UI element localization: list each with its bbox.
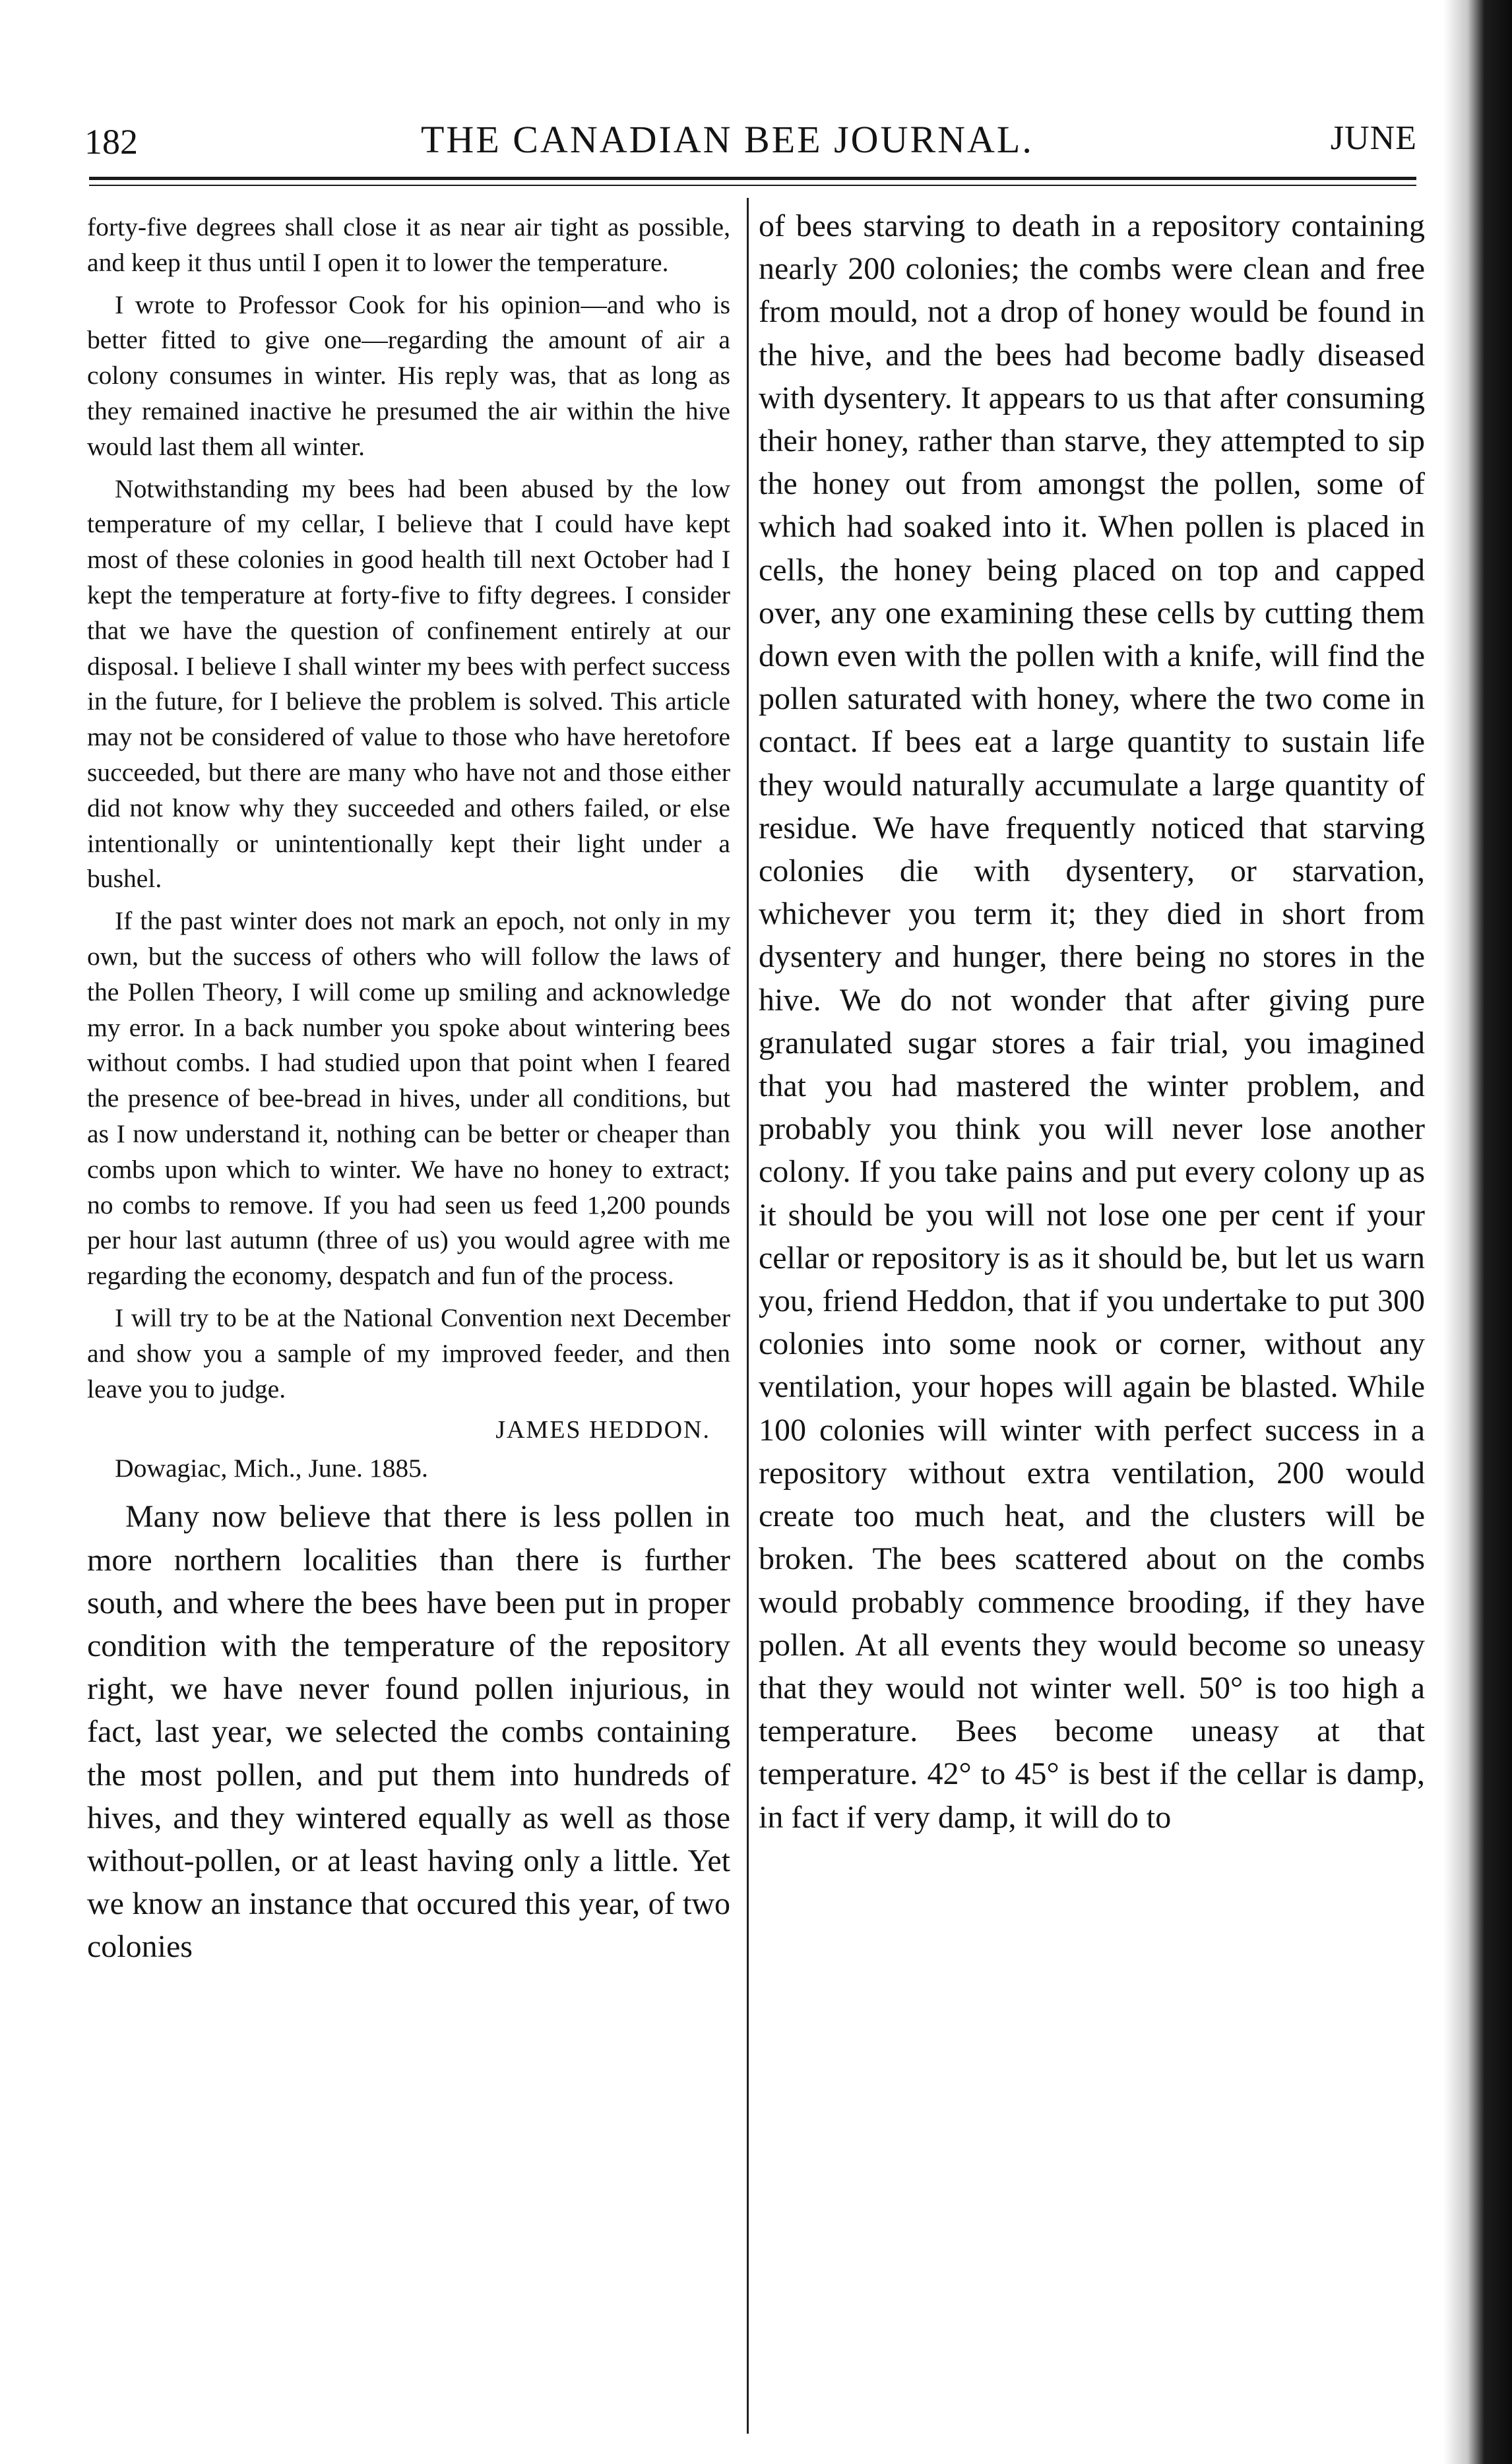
page-header	[78, 117, 1417, 170]
page-number: 182	[84, 122, 138, 162]
letter-paragraph: I wrote to Professor Cook for his opinion—and who is better fitted to give one—regarding the amount of air a colony consumes in winter. His reply was, that as long as they remained inactive he presumed the air within the hive would last them all winter.	[87, 290, 730, 461]
author-signature: JAMES HEDDON.	[495, 1416, 710, 1444]
editorial-paragraph-continued: of bees starving to death in a repository containing nearly 200 colonies; the combs were clean and free from mould, not a drop of honey would be found in the hive, and the bees had become badly diseased with dysentery. It appears to us that after consuming their honey, rather than starve, they attempted to sip the honey out from amongst the pollen, some of which had soaked into it. When pollen is placed in cells, the honey being placed on top and capped over, any one examining these cells by cutting them down even with the pollen with a knife, will find the pollen saturated with honey, where the two come in contact. If bees eat a large quantity to sustain life they would naturally accumulate a large quantity of residue. We have frequently noticed that starving colonies die with dysentery, or starvation, whichever you term it; they died in short from dysentery and hunger, there being no stores in the hive. We do not wonder that after giving pure granulated sugar stores a fair trial, you imagined that you had mastered the winter problem, and probably you think you will never lose another colony. If you take pains and put every colony up as it should be you will not lose one per cent if your cellar or repository is as it should be, but let us warn you, friend Heddon, that if you undertake to put 300 colonies into some nook or corner, without any ventilation, your hopes will again be blasted. While 100 colonies will winter with perfect success in a repository without extra ventilation, 200 would create too much heat, and the clusters will be broken. The bees scattered about on the combs would probably commence brooding, if they have pollen. At all events they would become so uneasy that they would not winter well. 50° is too high a temperature. Bees become uneasy at that temperature. 42° to 45° is best if the cellar is damp, in fact if very damp, it will do to	[759, 208, 1425, 1835]
header-rule-thin	[89, 185, 1416, 186]
letter-paragraph: If the past winter does not mark an epoch, not only in my own, but the success of others who will follow the laws of the Pollen Theory, I will come up smiling and acknowledge my error. In a back number you spoke about wintering bees without combs. I had studied upon that point when I feared the presence of bee-bread in hives, under all conditions, but as I now understand it, nothing can be better or cheaper than combs upon which to winter. We have no honey to extract; no combs to remove. If you had seen us feed 1,200 pounds per hour last autumn (three of us) you would agree with me regarding the economy, despatch and fun of the process.	[87, 906, 730, 1291]
letter-paragraph: Notwithstanding my bees had been abused by the low temperature of my cellar, I believe that I could have kept most of these colonies in good health till next October had I kept the temperature at forty-five to fifty degrees. I consider that we have the question of confinement entirely at our disposal. I believe I shall winter my bees with perfect success in the future, for I believe the problem is solved. This article may not be considered of value to those who have heretofore succeeded, but there are many who have not and those either did not know why they succeeded and others failed, or else intentionally or unintentionally kept their light under a bushel.	[87, 474, 730, 894]
place-date: Dowagiac, Mich., June. 1885.	[115, 1454, 428, 1483]
header-rule	[89, 177, 1416, 180]
letter-paragraph: forty-five degrees shall close it as near air tight as possible, and keep it thus until I open it to lower the temperature.	[87, 212, 730, 277]
letter-body	[87, 210, 730, 1407]
editorial-body	[87, 1495, 730, 1968]
page-edge-shadow	[1443, 0, 1512, 2464]
left-column	[87, 210, 730, 1969]
letter-paragraph: I will try to be at the National Convention next December and show you a sample of my improved feeder, and then leave you to judge.	[87, 1303, 730, 1403]
column-divider	[747, 198, 749, 2434]
right-column	[759, 204, 1425, 1839]
month-label: JUNE	[1330, 119, 1417, 157]
journal-title: THE CANADIAN BEE JOURNAL.	[421, 118, 1034, 161]
editorial-paragraph: Many now believe that there is less pollen in more northern localities than there is further south, and where the bees have been put in proper condition with the temperature of the repository right, we have never found pollen injurious, in fact, last year, we selected the combs containing the most pollen, and put them into hundreds of hives, and they wintered equally as well as those without-pollen, or at least having only a little. Yet we know an instance that occured this year, of two colonies	[87, 1499, 730, 1965]
